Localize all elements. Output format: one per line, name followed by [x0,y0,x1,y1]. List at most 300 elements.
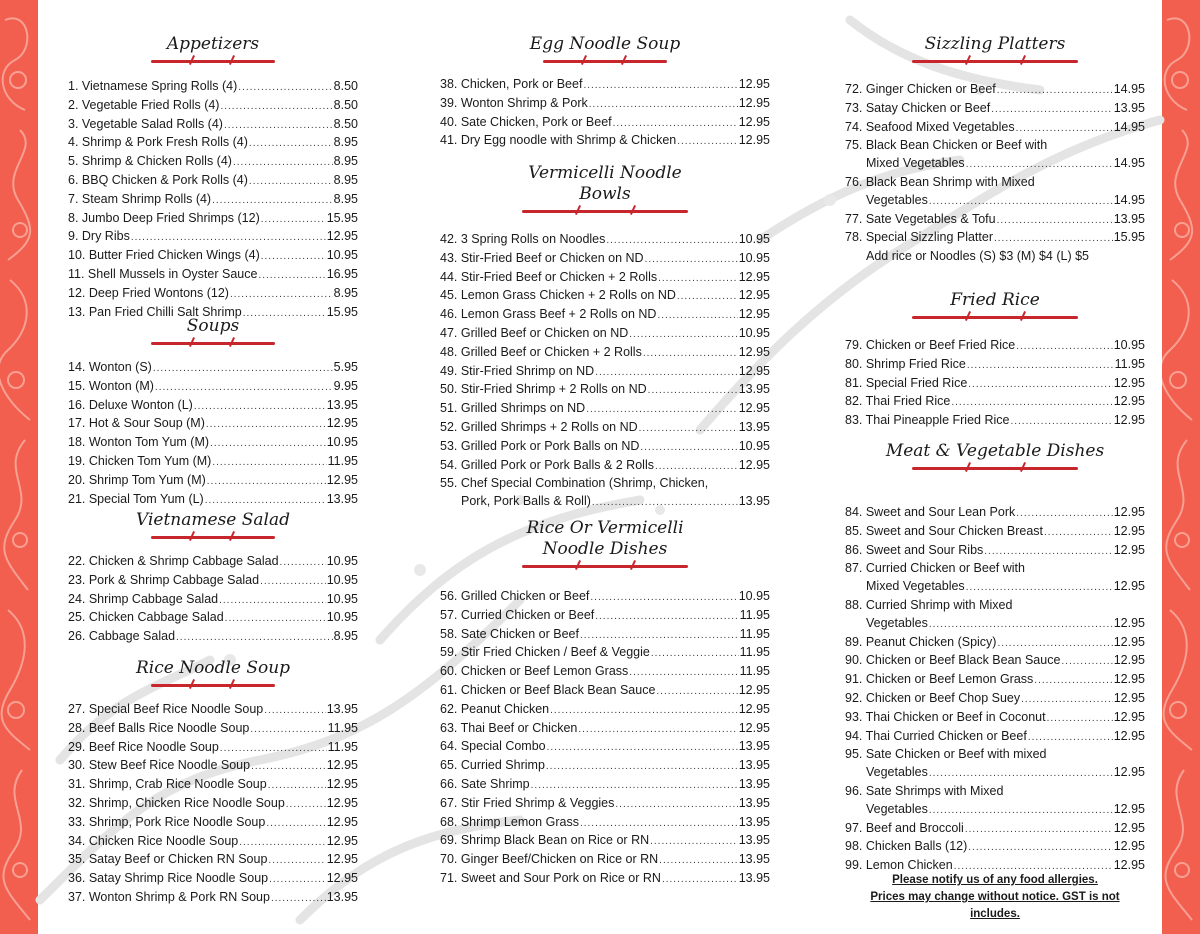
salad-list [68,553,358,647]
item-price: 8.95 [333,285,358,300]
list-item [68,776,358,795]
item-price: 12.95 [1113,523,1145,538]
dot-leader [991,101,1112,119]
item-name: 50. Stir-Fried Shrimp + 2 Rolls on ND [440,382,647,397]
dot-leader [210,435,326,453]
item-price: 12.95 [1113,634,1145,649]
item-name: 5. Shrimp & Chicken Rolls (4) [68,154,232,169]
list-item [845,838,1145,857]
dot-leader [968,376,1112,394]
item-name: 60. Chicken or Beef Lemon Grass [440,664,629,679]
item-price: 13.95 [738,852,770,867]
list-item [68,851,358,870]
item-price: 11.95 [739,607,770,622]
item-price: 12.95 [1113,413,1145,428]
dot-leader [266,815,325,833]
dot-leader [271,890,326,908]
meat-vegetable-section [845,441,1145,876]
list-item [440,588,770,607]
item-price: 10.95 [326,554,358,568]
list-item [845,100,1145,119]
list-item [440,663,770,682]
dot-leader [269,871,326,889]
item-price: 15.95 [326,210,358,225]
dot-leader [967,357,1114,375]
list-item [68,628,358,647]
egg-noodle-soup-list [440,76,770,151]
dot-leader [1010,413,1112,431]
item-price: 12.95 [738,401,770,416]
list-item [845,211,1145,230]
list-item [440,814,770,833]
item-price: 12.95 [326,795,358,810]
dot-leader [220,740,327,758]
item-name: 11. Shell Mussels in Oyster Sauce [68,266,258,281]
dot-leader [595,364,738,382]
item-name: 8. Jumbo Deep Fried Shrimps (12) [68,210,260,225]
item-price: 10.95 [738,325,770,340]
item-name: 70. Ginger Beef/Chicken on Rice or RN [440,852,659,867]
item-price: 10.95 [326,591,358,606]
rice-or-vermicelli-section [440,518,770,889]
vermicelli-bowls-section [440,163,770,512]
list-item [68,472,358,491]
list-item [68,285,358,304]
dot-leader [586,401,738,419]
item-price: 12.95 [1113,801,1145,816]
list-item [845,412,1145,431]
list-item [440,231,770,250]
item-name-line1: 95. Sate Chicken or Beef with mixed [845,747,1047,762]
section-divider [912,465,1078,471]
item-name-line2: Vegetables [866,801,928,816]
dot-leader [1021,691,1113,709]
item-name: 47. Grilled Beef or Chicken on ND [440,325,629,340]
list-item [440,400,770,419]
list-item [440,701,770,720]
item-price: 12.95 [326,229,358,244]
item-name: 32. Shrimp, Chicken Rice Noodle Soup [68,795,285,810]
meat-veg-list-a [845,504,1145,560]
dot-leader [951,394,1112,412]
list-item [845,783,1145,820]
item-name: 68. Shrimp Lemon Grass [440,814,579,829]
item-name: 13. Pan Fried Chilli Salt Shrimp [68,304,242,319]
item-price: 12.95 [738,701,770,716]
item-name: 33. Shrimp, Pork Rice Noodle Soup [68,814,266,829]
dot-leader [651,645,739,663]
meat-veg-list-b [845,634,1145,747]
item-price: 8.50 [333,79,358,93]
list-item [440,870,770,889]
dot-leader [659,852,738,870]
item-name: 6. BBQ Chicken & Pork Rolls (4) [68,172,248,187]
list-item [440,114,770,133]
dot-leader [224,117,333,135]
item-price: 12.95 [738,720,770,735]
list-item [845,652,1145,671]
dot-leader [219,592,326,610]
item-name: 21. Special Tom Yum (L) [68,491,204,506]
item-price: 15.95 [326,304,358,319]
vermicelli-bowls-heading-line1: Vermicelli Noodle [528,163,682,183]
item-name: 4. Shrimp & Pork Fresh Rolls (4) [68,135,248,150]
dot-leader [656,683,737,701]
list-item [68,153,358,172]
dot-leader [677,288,738,306]
item-price: 12.95 [738,682,770,697]
item-name: 63. Thai Beef or Chicken [440,720,578,735]
rice-noodle-soup-list [68,701,358,908]
item-price: 5.95 [333,360,358,374]
item-price: 13.95 [738,419,770,434]
dot-leader [1016,120,1113,138]
item-name-line1: 76. Black Bean Shrimp with Mixed [845,174,1035,189]
list-item [68,870,358,889]
list-item [440,720,770,739]
item-price: 13.95 [738,814,770,829]
item-price: 14.95 [1113,156,1145,171]
item-name-line2: Vegetables [866,192,928,207]
dot-leader [580,815,738,833]
item-price: 13.95 [738,758,770,773]
list-item [845,634,1145,653]
item-price: 10.95 [1113,338,1145,352]
list-item [845,174,1145,211]
item-price: 10.95 [738,438,770,453]
item-name: 85. Sweet and Sour Chicken Breast [845,523,1044,538]
sizzling-platters-section [845,34,1145,266]
dot-leader [225,610,326,628]
list-item [68,134,358,153]
item-price: 8.95 [333,135,358,150]
item-name: 26. Cabbage Salad [68,629,176,644]
item-name: 45. Lemon Grass Chicken + 2 Rolls on ND [440,288,676,303]
item-name: 30. Stew Beef Rice Noodle Soup [68,758,251,773]
dot-leader [640,439,737,457]
list-item [68,795,358,814]
item-name-line1: 88. Curried Shrimp with Mixed [845,597,1013,612]
item-name: 43. Stir-Fried Beef or Chicken on ND [440,250,644,265]
dot-leader [578,721,737,739]
appetizers-heading: Appetizers [166,34,260,54]
dot-leader [550,702,738,720]
item-price: 11.95 [327,720,358,735]
vermicelli-bowls-list [440,231,770,475]
dot-leader [994,230,1113,248]
item-price: 8.95 [333,629,358,644]
dot-leader [643,345,738,363]
item-name: 18. Wonton Tom Yum (M) [68,435,210,450]
list-item [440,851,770,870]
list-item [440,250,770,269]
dot-leader [194,398,326,416]
item-name: 97. Beef and Broccoli [845,820,964,835]
dot-leader [629,664,738,682]
dot-leader [206,416,326,434]
item-name: 36. Satay Shrimp Rice Noodle Soup [68,871,269,886]
item-name: 86. Sweet and Sour Ribs [845,542,984,557]
item-name: 49. Stir-Fried Shrimp on ND [440,363,595,378]
meat-veg-wrap-a [845,560,1145,633]
fried-rice-section [845,290,1145,431]
soups-list [68,359,358,509]
section-divider [522,208,688,214]
section-divider [543,58,667,64]
item-price: 13.95 [326,397,358,412]
fried-rice-list [845,337,1145,431]
list-item [845,119,1145,138]
item-price: 12.95 [1113,858,1145,873]
list-item [440,306,770,325]
item-name-line2: Pork, Pork Balls & Roll) [461,494,591,509]
item-price: 12.95 [326,472,358,487]
item-price: 12.95 [738,133,770,148]
item-name: 54. Grilled Pork or Pork Balls & 2 Rolls [440,457,654,472]
item-price: 11.95 [739,664,770,679]
item-price: 14.95 [1113,119,1145,134]
list-item [68,814,358,833]
item-name-line1: 75. Black Bean Chicken or Beef with [845,138,1048,153]
item-name: 31. Shrimp, Crab Rice Noodle Soup [68,777,267,792]
dot-leader [583,77,737,95]
dot-leader [212,192,333,210]
item-name: 46. Lemon Grass Beef + 2 Rolls on ND [440,307,657,322]
item-price: 11.95 [739,645,770,660]
sizzling-list-2 [845,211,1145,249]
item-price: 14.95 [1113,82,1145,96]
dot-leader [280,554,326,572]
item-name: 57. Curried Chicken or Beef [440,607,595,622]
item-price: 12.95 [1113,765,1145,780]
item-price: 10.95 [326,572,358,587]
item-name: 53. Grilled Pork or Pork Balls on ND [440,438,640,453]
item-name: 42. 3 Spring Rolls on Noodles [440,232,606,246]
allergy-notice: Please notify us of any food allergies. [892,874,1098,886]
rice-or-vermicelli-heading-line1: Rice Or Vermicelli [526,518,684,538]
dot-leader [1016,338,1113,356]
dot-leader [965,821,1113,839]
dot-leader [595,608,738,626]
item-price: 12.95 [1113,375,1145,390]
dot-leader [1028,729,1113,747]
item-name: 28. Beef Balls Rice Noodle Soup [68,720,250,735]
dot-leader [650,833,738,851]
dot-leader [220,98,332,116]
list-item [440,832,770,851]
dot-leader [629,326,737,344]
dot-leader [639,420,738,438]
section-divider [912,314,1078,320]
dot-leader [606,232,737,250]
item-name: 71. Sweet and Sour Pork on Rice or RN [440,870,661,885]
dot-leader [1047,710,1113,728]
dot-leader [997,82,1113,100]
dot-leader [615,796,737,814]
vermicelli-bowls-heading-line2: Bowls [579,184,631,204]
list-item [845,542,1145,561]
item-name: 41. Dry Egg noodle with Shrimp & Chicken [440,133,677,148]
item-name: 99. Lemon Chicken [845,858,953,873]
item-name: 69. Shrimp Black Bean on Rice or RN [440,833,650,848]
item-price: 11.95 [327,739,358,754]
item-price: 12.95 [326,814,358,829]
list-item [68,720,358,739]
list-item [440,325,770,344]
list-item [845,81,1145,100]
item-price: 8.95 [333,172,358,187]
list-item [440,95,770,114]
item-price: 13.95 [326,702,358,716]
list-item [440,757,770,776]
dot-leader [613,115,738,133]
dot-leader [258,267,325,285]
item-price: 13.95 [1113,211,1145,226]
dot-leader [153,360,333,378]
list-item [68,359,358,378]
section-divider [151,682,275,688]
list-item [440,738,770,757]
item-name-line1: 87. Curried Chicken or Beef with [845,561,1025,576]
list-item [845,728,1145,747]
list-item [68,266,358,285]
list-item [845,356,1145,375]
dot-leader [580,627,739,645]
item-name: 79. Chicken or Beef Fried Rice [845,338,1016,352]
item-price: 12.95 [1113,394,1145,409]
item-name: 58. Sate Chicken or Beef [440,626,579,641]
dot-leader [264,702,325,720]
list-item [440,76,770,95]
item-name: 39. Wonton Shrimp & Pork [440,95,588,110]
item-price: 10.95 [326,435,358,450]
item-price: 10.95 [326,610,358,625]
list-item [845,746,1145,783]
item-price: 12.95 [1113,505,1145,519]
item-price: 12.95 [326,833,358,848]
dot-leader [546,758,738,776]
dot-leader [662,871,738,889]
item-name: 59. Stir Fried Chicken / Beef & Veggie [440,645,650,660]
item-price: 12.95 [1113,820,1145,835]
item-name: 94. Thai Curried Chicken or Beef [845,728,1027,743]
item-price: 12.95 [738,77,770,91]
item-name: 61. Chicken or Beef Black Bean Sauce [440,682,656,697]
add-rice-note: Add rice or Noodles (S) $3 (M) $4 (L) $5 [866,249,1090,264]
meat-vegetable-heading: Meat & Vegetable Dishes [885,441,1105,461]
item-name: 7. Steam Shrimp Rolls (4) [68,191,212,206]
section-divider [151,340,275,346]
dot-leader [1044,524,1113,542]
sizzling-wrap-items [845,137,1145,210]
item-name: 22. Chicken & Shrimp Cabbage Salad [68,554,279,568]
list-item [440,381,770,400]
item-name: 27. Special Beef Rice Noodle Soup [68,702,264,716]
item-price: 13.95 [1113,100,1145,115]
dot-leader [589,96,738,114]
item-price: 9.95 [333,378,358,393]
list-item [440,607,770,626]
dot-leader [997,635,1112,653]
dot-leader [590,589,737,607]
dot-leader [657,307,737,325]
list-item [845,523,1145,542]
list-item [845,393,1145,412]
dot-leader [268,777,326,795]
dot-leader [260,573,326,591]
item-price: 12.95 [1113,690,1145,705]
dot-leader [645,251,738,269]
dot-leader [997,212,1113,230]
dot-leader [155,379,333,397]
item-price: 8.50 [333,97,358,112]
dot-leader [547,739,738,757]
meat-veg-list-c [845,820,1145,876]
list-item [68,609,358,628]
item-name: 73. Satay Chicken or Beef [845,100,991,115]
list-item [68,78,358,97]
list-item [845,504,1145,523]
dot-leader [261,248,326,266]
item-name: 90. Chicken or Beef Black Bean Sauce [845,653,1061,668]
item-price: 10.95 [738,589,770,603]
item-name-line2: Mixed Vegetables [866,156,965,171]
item-price: 10.95 [326,248,358,263]
item-price: 13.95 [738,833,770,848]
item-name-line1: 96. Sate Shrimps with Mixed [845,783,1004,798]
item-name: 10. Butter Fried Chicken Wings (4) [68,248,260,263]
list-item [845,690,1145,709]
item-name: 51. Grilled Shrimps on ND [440,401,586,416]
dot-leader [261,211,326,229]
item-name: 1. Vietnamese Spring Rolls (4) [68,79,238,93]
item-name: 81. Special Fried Rice [845,375,968,390]
list-item [440,457,770,476]
item-name: 3. Vegetable Salad Rolls (4) [68,116,223,131]
dot-leader [207,473,326,491]
item-name: 52. Grilled Shrimps + 2 Rolls on ND [440,419,638,434]
item-name: 64. Special Combo [440,739,546,754]
item-name: 84. Sweet and Sour Lean Pork [845,505,1016,519]
soups-section [68,316,358,509]
list-item [68,397,358,416]
dot-leader [1034,672,1112,690]
item-name: 12. Deep Fried Wontons (12) [68,285,229,300]
list-item [845,709,1145,728]
list-item [68,701,358,720]
item-price: 15.95 [1113,230,1145,245]
item-price: 13.95 [326,889,358,904]
list-item [845,229,1145,248]
section-divider [151,534,275,540]
soups-heading: Soups [186,316,240,336]
list-item [440,644,770,663]
item-price: 12.95 [738,457,770,472]
item-price: 10.95 [738,232,770,246]
sizzling-platters-heading: Sizzling Platters [924,34,1066,54]
list-item [845,375,1145,394]
item-name: 19. Chicken Tom Yum (M) [68,453,212,468]
price-notice: Prices may change without notice. GST is not includes. [870,891,1120,920]
item-price: 12.95 [326,416,358,431]
list-item [440,363,770,382]
dot-leader [131,229,326,247]
egg-noodle-soup-heading: Egg Noodle Soup [529,34,681,54]
list-item [440,682,770,701]
list-item [845,671,1145,690]
item-name-line2: Vegetables [866,615,928,630]
item-price: 12.95 [738,363,770,378]
